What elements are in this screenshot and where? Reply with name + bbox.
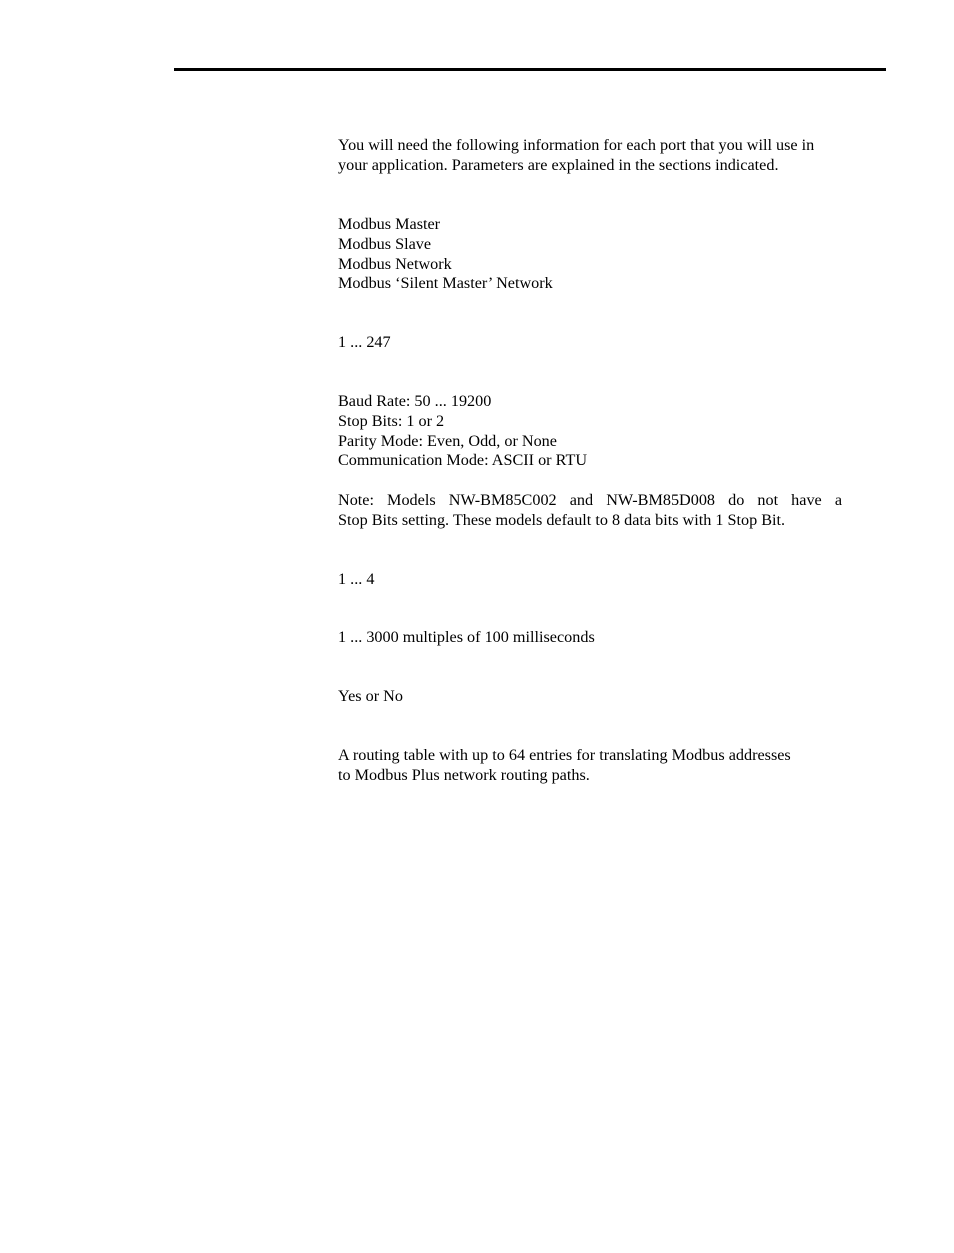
timeout-range bbox=[338, 628, 595, 648]
timeout-range-text: 1 ... 3000 multiples of 100 milliseconds bbox=[338, 628, 595, 646]
intro-paragraph bbox=[338, 136, 814, 176]
port-mode-item: Modbus Network bbox=[338, 254, 452, 273]
port-mode-item: Modbus ‘Silent Master’ Network bbox=[338, 274, 553, 293]
note-paragraph bbox=[338, 491, 842, 531]
serial-setting-item: Baud Rate: 50 ... 19200 bbox=[338, 392, 492, 410]
routing-line-1: A routing table with up to 64 entries for translating Modbus addresses bbox=[338, 746, 791, 764]
address-range bbox=[338, 333, 391, 353]
address-range-text: 1 ... 247 bbox=[338, 333, 391, 351]
intro-line-1: You will need the following information for each port that you will use in bbox=[338, 136, 815, 154]
yes-no-option bbox=[338, 687, 403, 707]
port-mode-item: Modbus Master bbox=[338, 215, 441, 233]
port-mode-item: Modbus Slave bbox=[338, 234, 432, 253]
serial-setting-item: Communication Mode: ASCII or RTU bbox=[338, 451, 588, 470]
routing-paragraph bbox=[338, 746, 791, 786]
priority-range bbox=[338, 570, 374, 590]
note-line-1: Note: Models NW-BM85C002 and NW-BM85D008 do not have a bbox=[338, 491, 842, 509]
yes-no-text: Yes or No bbox=[338, 687, 403, 705]
priority-range-text: 1 ... 4 bbox=[338, 570, 375, 588]
routing-line-2: to Modbus Plus network routing paths. bbox=[338, 765, 590, 784]
serial-settings-list bbox=[338, 392, 587, 471]
serial-setting-item: Parity Mode: Even, Odd, or None bbox=[338, 431, 557, 450]
serial-setting-item: Stop Bits: 1 or 2 bbox=[338, 411, 445, 430]
intro-line-2: your application. Parameters are explained in the sections indicated. bbox=[338, 155, 779, 174]
note-line-2: Stop Bits setting. These models default to 8 data bits with 1 Stop Bit. bbox=[338, 510, 786, 529]
port-mode-list bbox=[338, 215, 553, 294]
header-rule bbox=[174, 68, 886, 71]
